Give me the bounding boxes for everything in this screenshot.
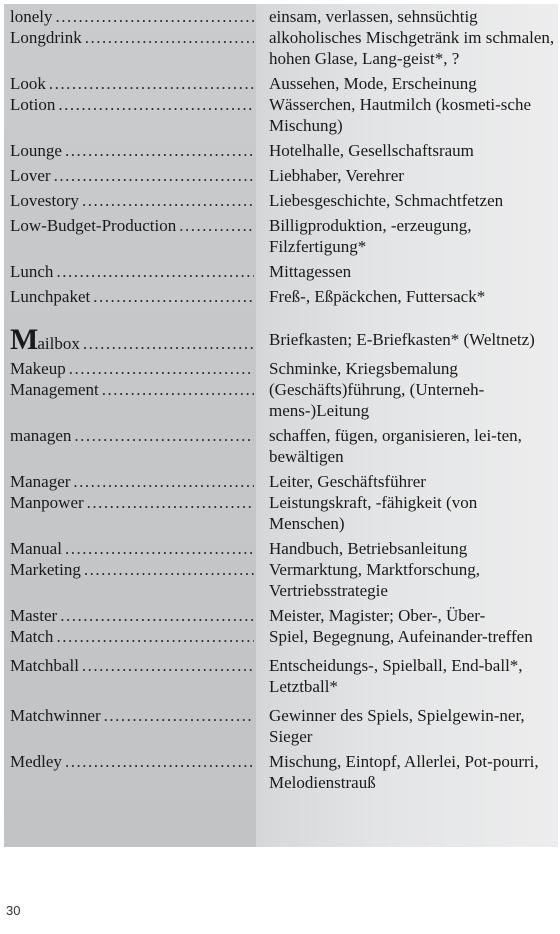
entry-definition: Leiter, Geschäftsführer xyxy=(269,472,426,491)
entry-term: Master xyxy=(10,606,58,625)
dictionary-entry-longdrink xyxy=(10,27,555,69)
entry-definition: Mittagessen xyxy=(269,262,352,281)
entry-term: Mailbox xyxy=(10,323,80,354)
dictionary-entry-management xyxy=(10,379,555,421)
dictionary-entry-makeup xyxy=(10,358,555,379)
dictionary-entry-manpower xyxy=(10,492,555,534)
dictionary-entry-manual xyxy=(10,538,555,559)
entry-definition: Entscheidungs-, Spielball, End-ball*, Letztball* xyxy=(269,656,523,696)
entry-definition: Spiel, Begegnung, Aufeinander-treffen xyxy=(269,627,533,646)
section-initial-m: M xyxy=(10,323,38,354)
dictionary-entry-marketing xyxy=(10,559,555,601)
dictionary-list xyxy=(10,6,555,793)
entry-definition: Leistungskraft, -fähigkeit (von Menschen) xyxy=(269,493,478,533)
entry-definition: schaffen, fügen, organisieren, lei-ten, bewältigen xyxy=(269,426,522,466)
entry-definition: alkoholisches Mischgetränk im schmalen, hohen Glase, Lang-geist*, ? xyxy=(269,28,555,68)
entry-term: Manpower xyxy=(10,493,84,512)
entry-definition: (Geschäfts)führung, (Unterneh-mens-)Leitung xyxy=(269,380,485,420)
entry-definition: Freß-, Eßpäckchen, Futtersack* xyxy=(269,287,486,306)
dictionary-entry-medley xyxy=(10,751,555,793)
entry-definition: Meister, Magister; Ober-, Über- xyxy=(269,606,486,625)
dictionary-entry-lunchpaket xyxy=(10,286,555,307)
dictionary-entry-lonely xyxy=(10,6,555,27)
dictionary-entry-match xyxy=(10,626,555,647)
entry-definition: Mischung, Eintopf, Allerlei, Pot-pourri, Melodienstrauß xyxy=(269,752,539,792)
dictionary-entry-lovestory xyxy=(10,190,555,211)
dictionary-entry-master xyxy=(10,605,555,626)
entry-term: Manager xyxy=(10,472,71,491)
dictionary-entry-lunch xyxy=(10,261,555,282)
dictionary-entry-lounge xyxy=(10,140,555,161)
dictionary-entry-managen xyxy=(10,425,555,467)
entry-definition: Vermarktung, Marktforschung, Vertriebsstrategie xyxy=(269,560,481,600)
entry-term: Lunch xyxy=(10,262,54,281)
entry-term: Match xyxy=(10,627,54,646)
entry-definition: Billigproduktion, -erzeugung, Filzfertigung* xyxy=(269,216,472,256)
entry-term: Lover xyxy=(10,166,51,185)
entry-term: Medley xyxy=(10,752,62,771)
entry-term: Longdrink xyxy=(10,28,82,47)
dictionary-entry-mailbox xyxy=(10,323,555,354)
dictionary-entry-matchball xyxy=(10,655,555,697)
entry-term: Lounge xyxy=(10,141,62,160)
entry-definition: Aussehen, Mode, Erscheinung xyxy=(269,74,477,93)
entry-term: Matchball xyxy=(10,656,79,675)
entry-definition: Handbuch, Betriebsanleitung xyxy=(269,539,468,558)
entry-term: Look xyxy=(10,74,46,93)
entry-term: Management xyxy=(10,380,99,399)
dictionary-entry-matchwinner xyxy=(10,705,555,747)
dictionary-entry-manager xyxy=(10,471,555,492)
entry-definition: Hotelhalle, Gesellschaftsraum xyxy=(269,141,474,160)
entry-term: Makeup xyxy=(10,359,66,378)
entry-term: Marketing xyxy=(10,560,81,579)
entry-definition: Liebhaber, Verehrer xyxy=(269,166,404,185)
dictionary-entry-lotion xyxy=(10,94,555,136)
entry-definition: Liebesgeschichte, Schmachtfetzen xyxy=(269,191,504,210)
entry-definition: Briefkasten; E-Briefkasten* (Weltnetz) xyxy=(269,330,535,349)
entry-term: Lotion xyxy=(10,95,56,114)
entry-term: Matchwinner xyxy=(10,706,101,725)
entry-definition: einsam, verlassen, sehnsüchtig xyxy=(269,7,478,26)
dictionary-entry-low-budget-production xyxy=(10,215,555,257)
entry-term: Manual xyxy=(10,539,62,558)
dictionary-entry-look xyxy=(10,73,555,94)
entry-term: lonely xyxy=(10,7,53,26)
entry-term: Lunchpaket xyxy=(10,287,91,306)
entry-term: Lovestory xyxy=(10,191,79,210)
entry-definition: Gewinner des Spiels, Spielgewin-ner, Sieger xyxy=(269,706,525,746)
entry-term: Low-Budget-Production xyxy=(10,216,177,235)
entry-definition: Wässerchen, Hautmilch (kosmeti-sche Mischung) xyxy=(269,95,531,135)
page-number: 30 xyxy=(6,903,21,918)
entry-definition: Schminke, Kriegsbemalung xyxy=(269,359,458,378)
dictionary-entry-lover xyxy=(10,165,555,186)
entry-term: managen xyxy=(10,426,72,445)
